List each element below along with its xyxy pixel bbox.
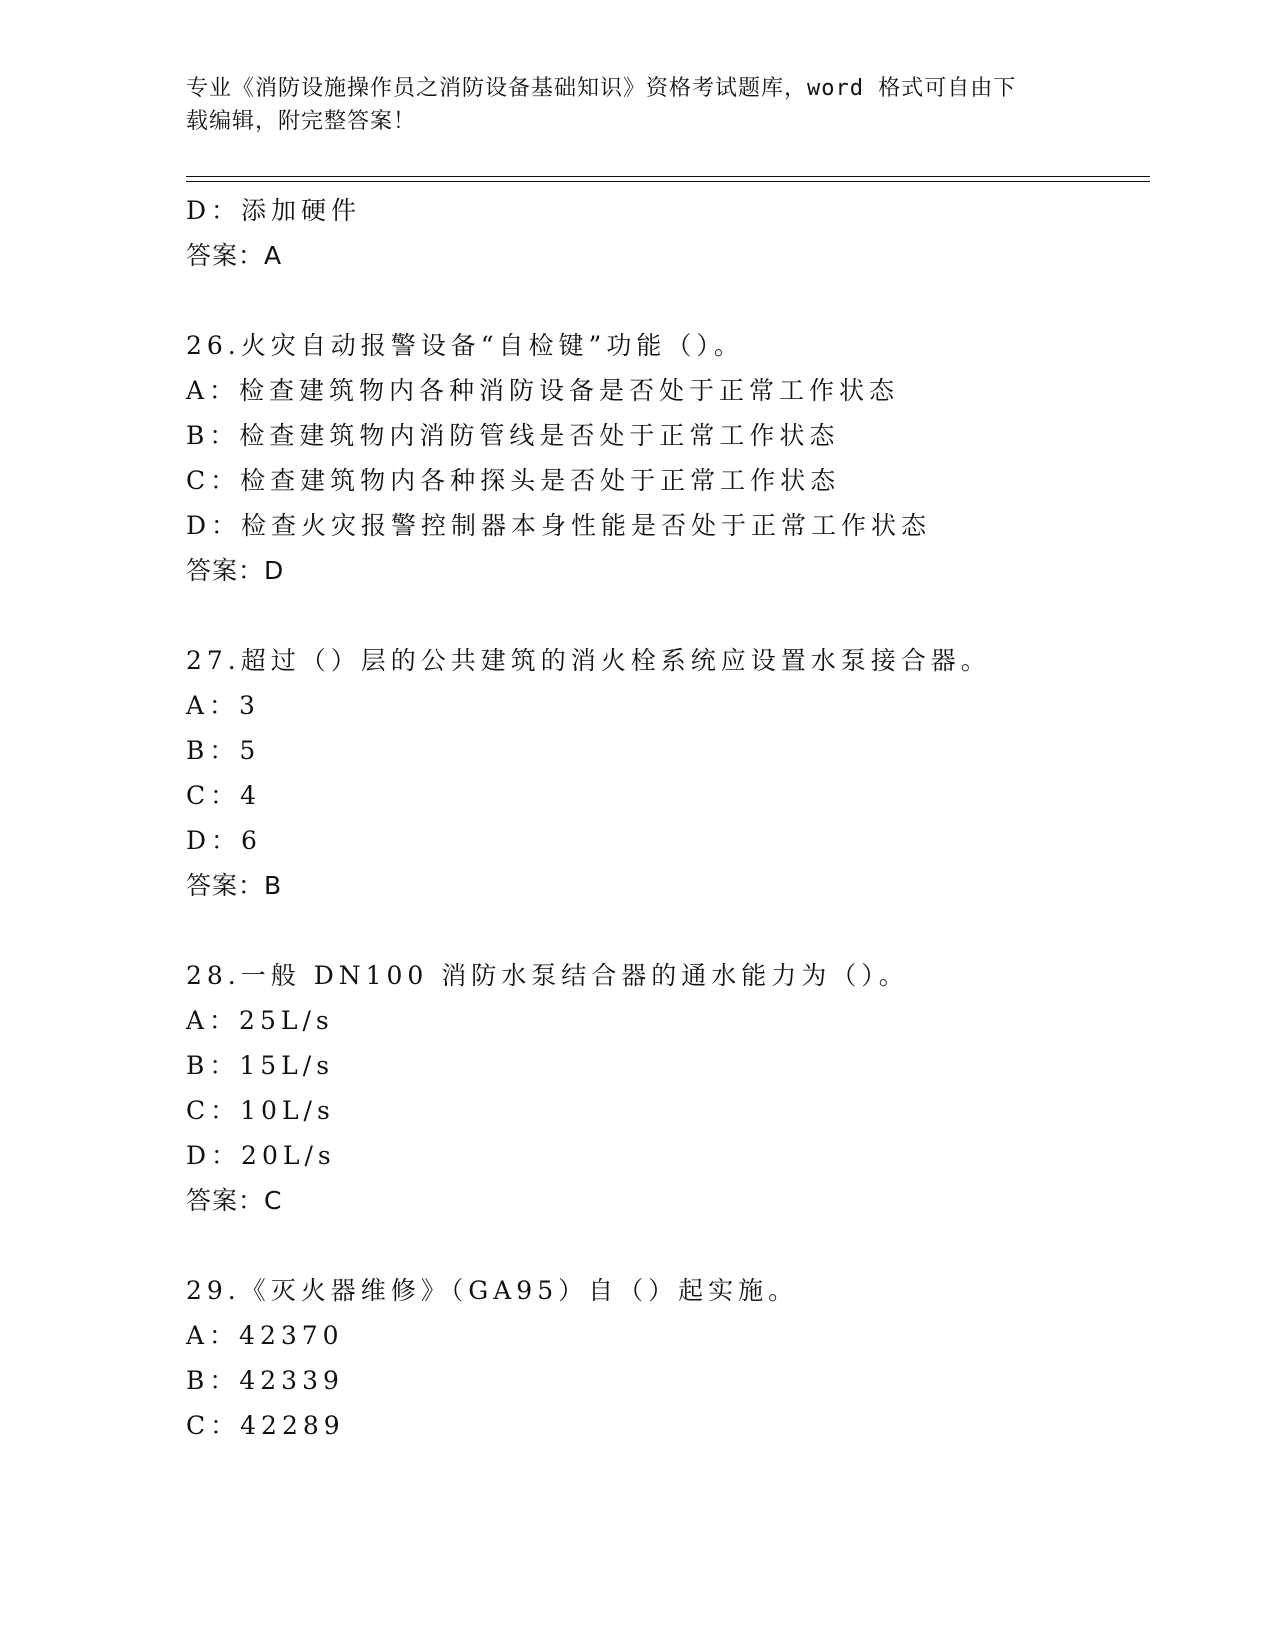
q26-option-d: D：检查火灾报警控制器本身性能是否处于正常工作状态 — [186, 511, 932, 540]
q27-answer: 答案：B — [186, 871, 283, 900]
q28-answer: 答案：C — [186, 1186, 283, 1215]
header-line-1: 专业《消防设施操作员之消防设备基础知识》资格考试题库，word 格式可自由下 — [186, 76, 1017, 101]
q27-option-d: D：6 — [186, 826, 262, 855]
header-divider-bottom — [186, 181, 1150, 182]
q29-option-b: B：42339 — [186, 1366, 344, 1395]
q25-option-d: D：添加硬件 — [186, 196, 362, 225]
q28-option-b: B：15L/s — [186, 1051, 335, 1080]
q29-stem: 29.《灭火器维修》（GA95）自（）起实施。 — [186, 1276, 799, 1305]
q26-answer: 答案：D — [186, 556, 285, 585]
q26-option-b: B：检查建筑物内消防管线是否处于正常工作状态 — [186, 421, 840, 450]
q29-option-c: C：42289 — [186, 1411, 345, 1440]
q26-option-c: C：检查建筑物内各种探头是否处于正常工作状态 — [186, 466, 841, 495]
q28-option-d: D：20L/s — [186, 1141, 336, 1170]
q26-stem: 26.火灾自动报警设备“自检键”功能（）。 — [186, 331, 744, 360]
q27-option-b: B：5 — [186, 736, 261, 765]
q27-stem: 27.超过（）层的公共建筑的消火栓系统应设置水泵接合器。 — [186, 646, 991, 675]
q28-option-a: A：25L/s — [186, 1006, 334, 1035]
q28-stem: 28.一般 DN100 消防水泵结合器的通水能力为（）。 — [186, 961, 909, 990]
q29-option-a: A：42370 — [186, 1321, 344, 1350]
q27-option-a: A：3 — [186, 691, 260, 720]
document-header — [186, 72, 1066, 138]
header-divider-top — [186, 176, 1150, 177]
q28-option-c: C：10L/s — [186, 1096, 335, 1125]
header-line-2: 载编辑，附完整答案！ — [186, 109, 417, 134]
q26-option-a: A：检查建筑物内各种消防设备是否处于正常工作状态 — [186, 376, 900, 405]
q25-answer: 答案：A — [186, 241, 283, 270]
q27-option-c: C：4 — [186, 781, 262, 810]
